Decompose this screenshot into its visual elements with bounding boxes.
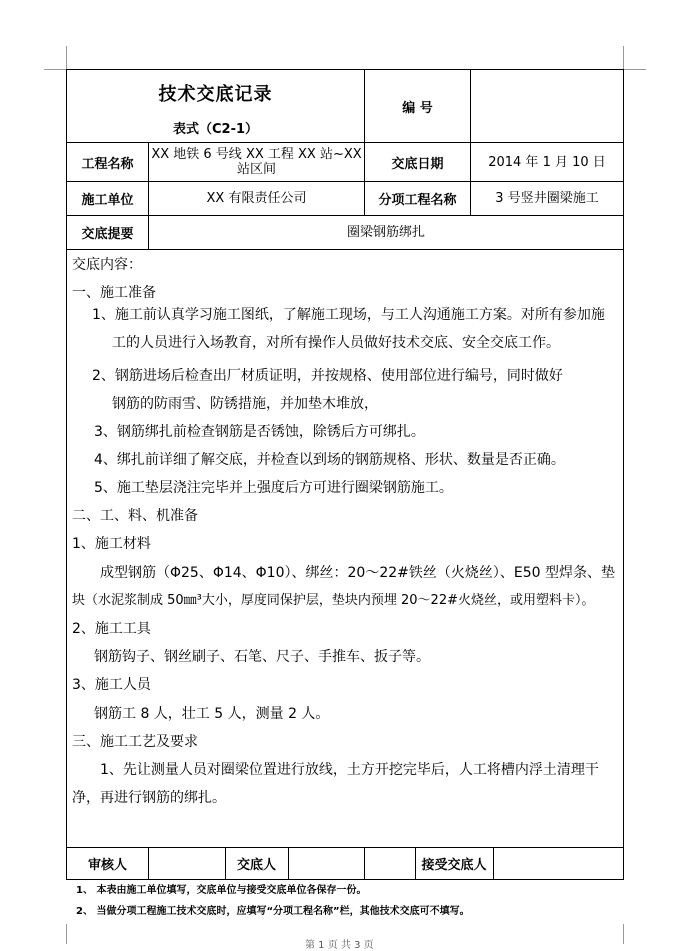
subproject-label: 分项工程名称 <box>365 182 471 216</box>
content-paragraph: 1、施工前认真学习施工图纸，了解施工现场，与工人沟通施工方案。对所有参加施 <box>92 307 605 323</box>
receiver-spacer <box>365 848 415 879</box>
form-code: 表式（C2-1） <box>172 121 259 137</box>
project-name-label: 工程名称 <box>67 143 149 182</box>
content-paragraph: 块（水泥浆制成 50㎜³大小，厚度同保护层，垫块内预埋 20～22#火烧丝，或用塑料卡）。 <box>72 593 595 608</box>
receiver-value <box>493 848 623 879</box>
summary-value: 圈梁钢筋绑扎 <box>149 216 624 250</box>
content-paragraph: 钢筋钩子、钢丝刷子、石笔、尺子、手推车、扳子等。 <box>94 649 430 665</box>
crop-mark <box>44 69 66 70</box>
subsection-heading: 2、施工工具 <box>72 621 151 637</box>
receiver-label: 接受交底人 <box>415 848 493 879</box>
content-paragraph: 工的人员进行入场教育，对所有操作人员做好技术交底、安全交底工作。 <box>112 335 560 351</box>
form-note: 2、 当做分项工程施工技术交底时，应填写“分项工程名称”栏，其他技术交底可不填写。 <box>76 906 470 917</box>
content-paragraph: 2、钢筋进场后检查出厂材质证明，并按规格、使用部位进行编号，同时做好 <box>92 368 563 384</box>
form-title-cell <box>67 70 365 143</box>
content-paragraph: 钢筋工 8 人，壮工 5 人，测量 2 人。 <box>94 706 330 722</box>
form-title: 技术交底记录 <box>158 83 273 105</box>
content-paragraph: 3、钢筋绑扎前检查钢筋是否锈蚀，除锈后方可绑扎。 <box>94 424 425 440</box>
content-paragraph: 钢筋的防雨雪、防锈措施，并加垫木堆放， <box>112 396 378 412</box>
date-label: 交底日期 <box>365 143 471 182</box>
content-heading: 交底内容： <box>72 257 142 273</box>
date-value: 2014 年 1 月 10 日 <box>471 143 624 182</box>
form-note: 1、 本表由施工单位填写，交底单位与接受交底单位各保存一份。 <box>76 885 367 896</box>
reviewer-label: 审核人 <box>67 848 149 880</box>
unit-value: XX 有限责任公司 <box>149 182 365 216</box>
crop-mark <box>624 69 646 70</box>
number-value <box>471 70 624 143</box>
crop-mark <box>623 924 624 944</box>
receiver-group <box>365 848 624 880</box>
page-number: 第 1 页 共 3 页 <box>305 940 374 951</box>
section-heading: 二、工、料、机准备 <box>72 508 198 524</box>
project-name-value: XX 地铁 6 号线 XX 工程 XX 站~XX 站区间 <box>149 143 365 182</box>
content-paragraph: 4、绑扎前详细了解交底，并检查以到场的钢筋规格、形状、数量是否正确。 <box>94 452 565 468</box>
discloser-label: 交底人 <box>225 848 288 879</box>
reviewer-value <box>149 848 225 879</box>
section-heading: 三、施工工艺及要求 <box>72 734 198 750</box>
unit-label: 施工单位 <box>67 182 149 216</box>
content-paragraph: 1、先让测量人员对圈梁位置进行放线，土方开挖完毕后，人工将槽内浮土清理干 <box>100 762 599 778</box>
section-heading: 一、施工准备 <box>72 285 156 301</box>
signature-group <box>149 848 365 880</box>
content-paragraph: 净，再进行钢筋的绑扎。 <box>72 790 226 806</box>
crop-mark <box>66 46 67 69</box>
subproject-value: 3 号竖井圈梁施工 <box>471 182 624 216</box>
crop-mark <box>623 46 624 69</box>
number-label: 编 号 <box>365 70 471 143</box>
summary-label: 交底提要 <box>67 216 149 250</box>
subsection-heading: 1、施工材料 <box>72 536 151 552</box>
content-paragraph: 5、施工垫层浇注完毕并上强度后方可进行圈梁钢筋施工。 <box>94 480 453 496</box>
content-paragraph: 成型钢筋（Φ25、Φ14、Φ10）、绑丝：20～22#铁丝（火烧丝）、E50 型焊条、垫 <box>100 565 615 581</box>
crop-mark <box>66 924 67 944</box>
discloser-value <box>288 848 365 879</box>
subsection-heading: 3、施工人员 <box>72 677 151 693</box>
disclosure-form <box>66 69 624 880</box>
